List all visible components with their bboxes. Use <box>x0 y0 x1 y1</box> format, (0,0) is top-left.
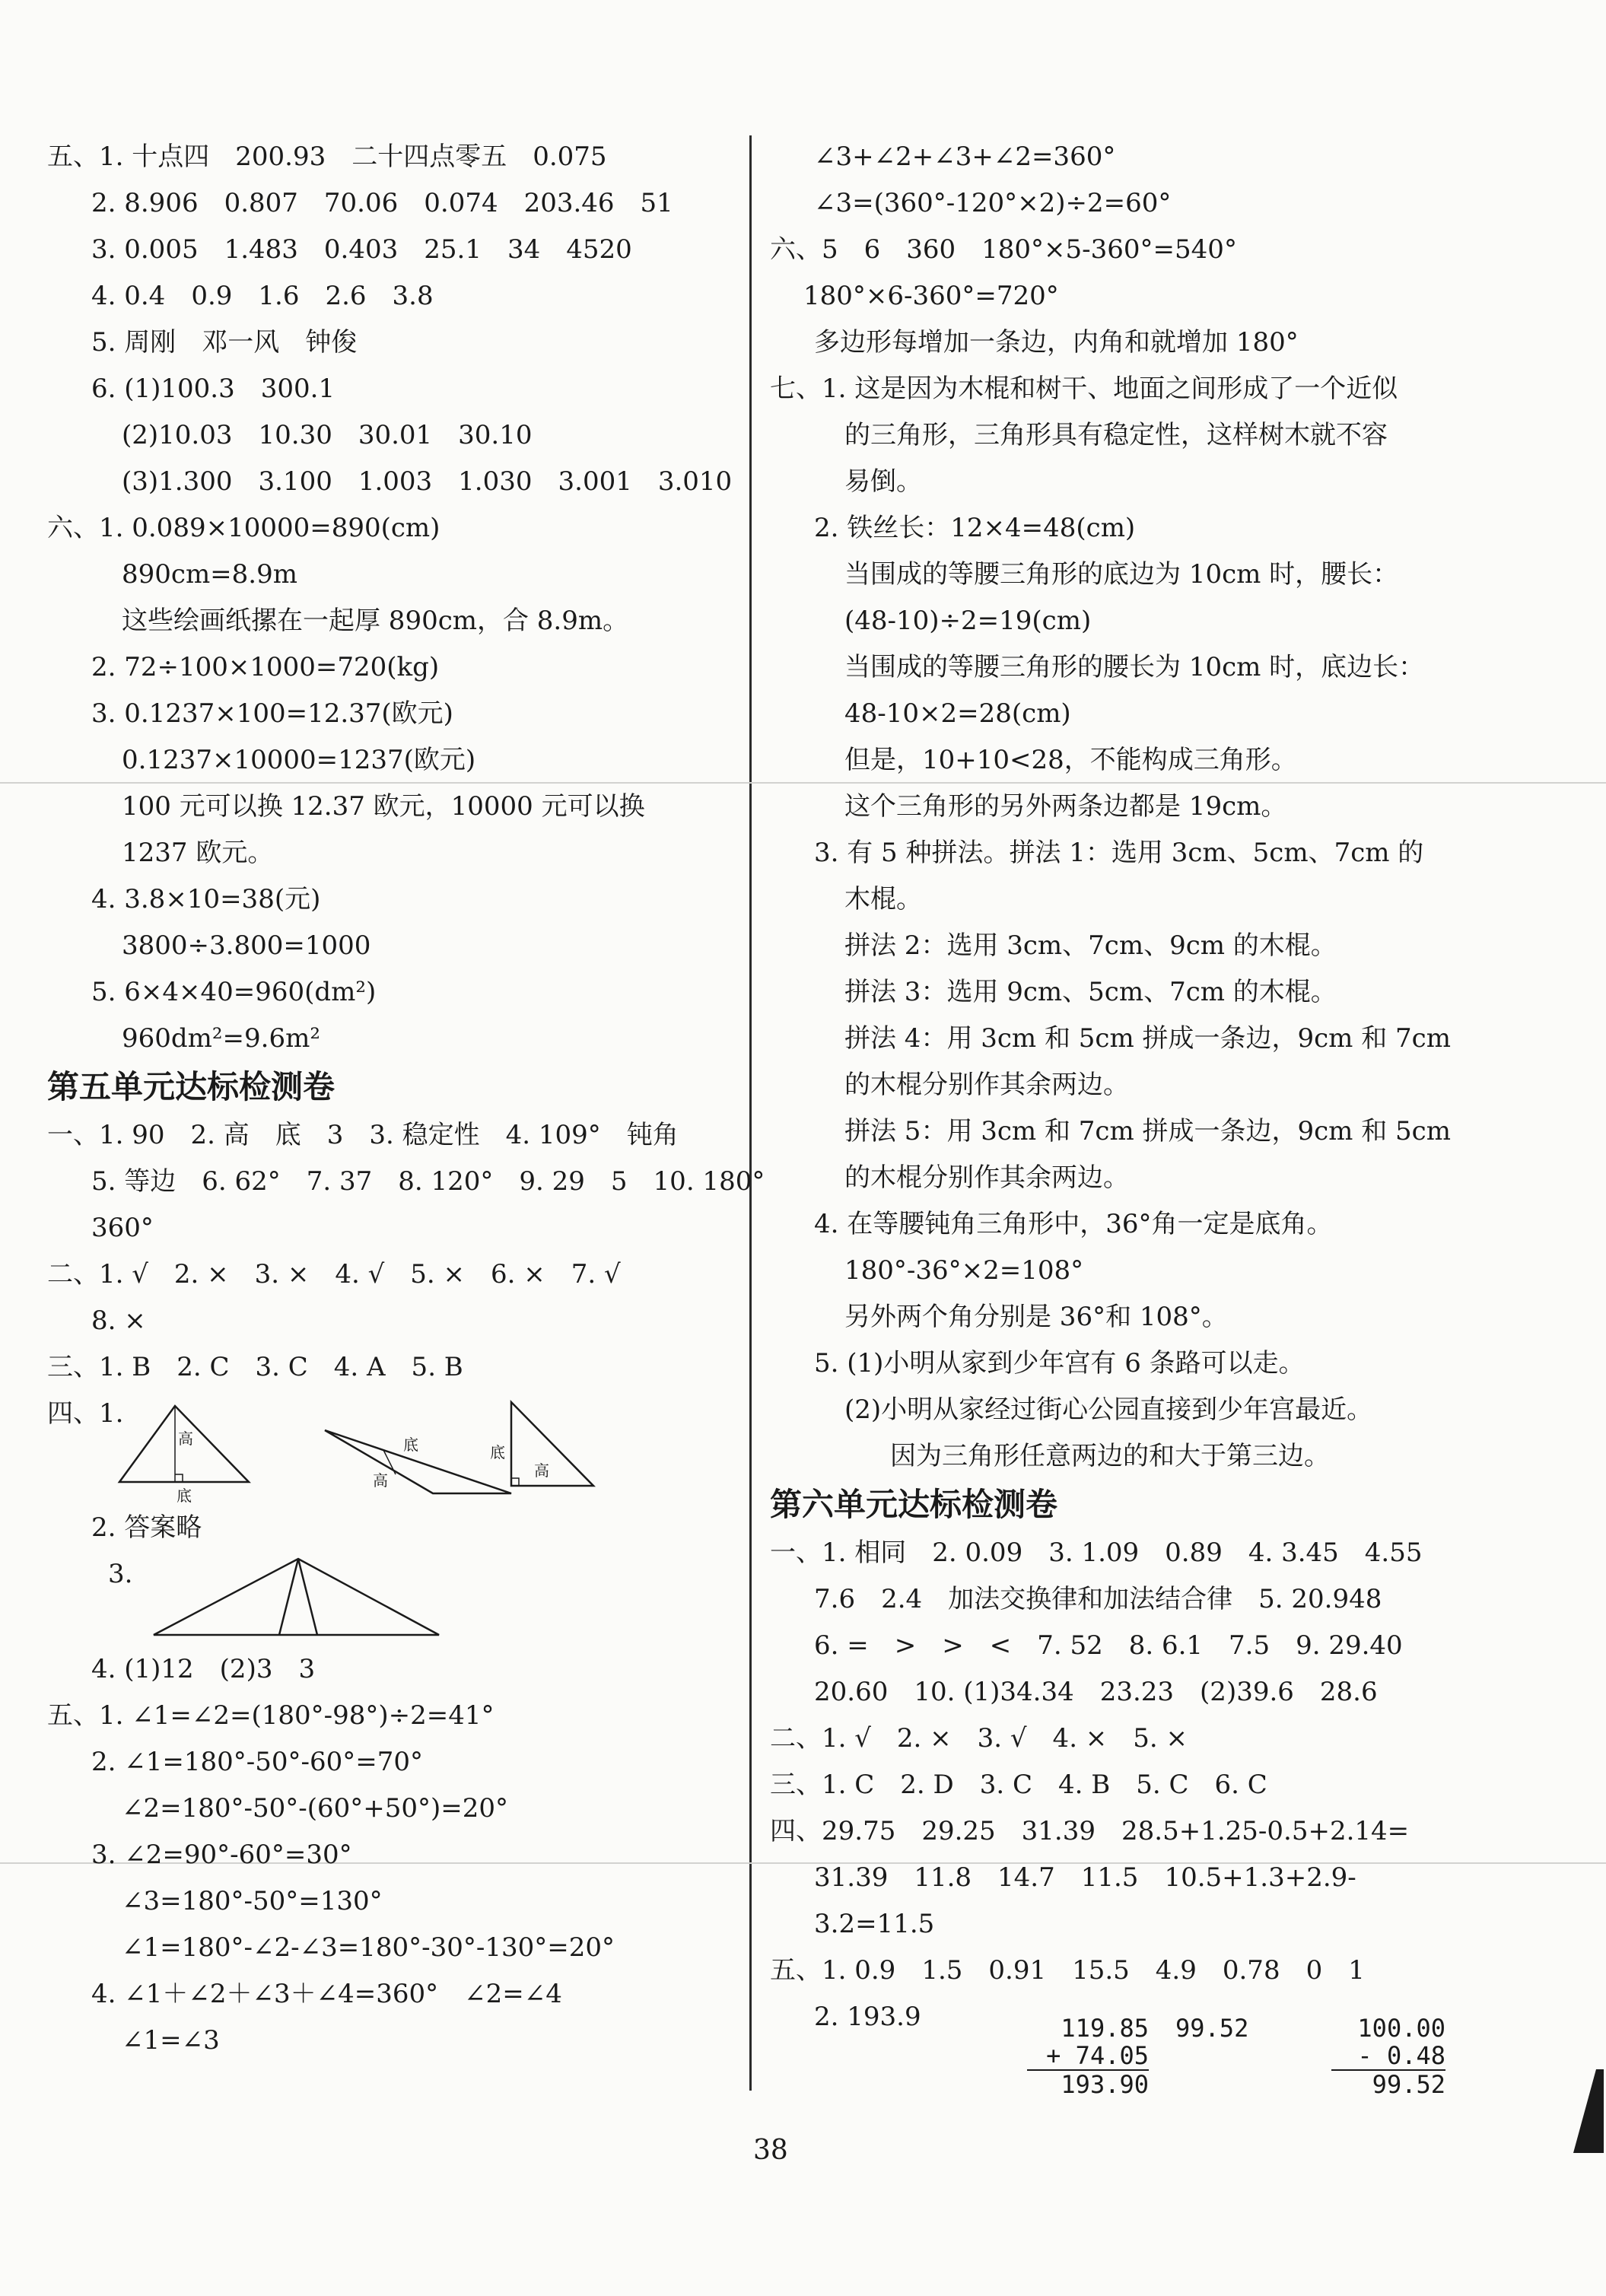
answer-line: 3. 0.005 1.483 0.403 25.1 34 4520 <box>91 234 632 265</box>
answer-line: 木棍。 <box>844 884 922 914</box>
answer-line: 六、1. 0.089×10000=890(cm) <box>47 513 440 543</box>
answer-line: 4. (1)12 (2)3 3 <box>91 1654 316 1684</box>
answer-line: 31.39 11.8 14.7 11.5 10.5+1.3+2.9- <box>814 1862 1356 1893</box>
answer-line: 2. 8.906 0.807 70.06 0.074 203.46 51 <box>91 188 673 218</box>
answer-line: 3. ∠2=90°-60°=30° <box>91 1840 352 1870</box>
answer-line: 4. ∠1＋∠2＋∠3＋∠4=360° ∠2=∠4 <box>91 1979 562 2009</box>
base-label: 底 <box>403 1436 418 1454</box>
answer-line: 二、1. √ 2. × 3. × 4. √ 5. × 6. × 7. √ <box>47 1259 621 1290</box>
answer-line: 五、1. 十点四 200.93 二十四点零五 0.075 <box>47 142 607 172</box>
subtrahend: - 0.48 <box>1331 2042 1445 2071</box>
answer-line: 六、5 6 360 180°×5-360°=540° <box>770 234 1237 265</box>
answer-line: 7.6 2.4 加法交换律和加法结合律 5. 20.948 <box>814 1584 1382 1614</box>
answer-line: 一、1. 90 2. 高 底 3 3. 稳定性 4. 109° 钝角 <box>47 1120 679 1150</box>
answer-line: 4. 3.8×10=38(元) <box>91 884 321 914</box>
column-divider <box>749 135 752 2091</box>
answer-line: ∠1=180°-∠2-∠3=180°-30°-130°=20° <box>122 1932 615 1963</box>
answer-line: 5. 等边 6. 62° 7. 37 8. 120° 9. 29 5 10. 180° <box>91 1166 765 1197</box>
answer-line: (48-10)÷2=19(cm) <box>844 606 1092 636</box>
vertical-subtraction <box>1331 2015 1445 2098</box>
answer-line: (2)10.03 10.30 30.01 30.10 <box>122 420 533 450</box>
answer-line: 七、1. 这是因为木棍和树干、地面之间形成了一个近似 <box>770 374 1398 404</box>
answer-line: 四、29.75 29.25 31.39 28.5+1.25-0.5+2.14= <box>770 1816 1410 1846</box>
answer-line: 3.2=11.5 <box>814 1909 935 1939</box>
right-column <box>770 134 1561 2043</box>
answer-line: 48-10×2=28(cm) <box>844 698 1071 729</box>
answer-line: 易倒。 <box>844 466 922 497</box>
answer-line: 三、1. B 2. C 3. C 4. A 5. B <box>47 1352 463 1382</box>
answer-line: 6. = > > < 7. 52 8. 6.1 7.5 9. 29.40 <box>814 1630 1403 1661</box>
answer-line: 2. 72÷100×1000=720(kg) <box>91 652 440 682</box>
answer-line: 4. 0.4 0.9 1.6 2.6 3.8 <box>91 281 434 311</box>
answer-line: 3. 0.1237×100=12.37(欧元) <box>91 698 453 729</box>
answer-line: ∠3=(360°-120°×2)÷2=60° <box>814 188 1172 218</box>
answer-line: 2. 193.9 <box>814 2002 921 2032</box>
triangle-figure-3 <box>47 1551 736 1646</box>
answer-line: 五、1. ∠1=∠2=(180°-98°)÷2=41° <box>47 1700 495 1731</box>
triangle-heights-figure <box>47 1391 732 1505</box>
addend: 119.85 <box>1061 2014 1149 2043</box>
answer-line: ∠3=180°-50°=130° <box>122 1886 383 1916</box>
calc-result: 99.52 <box>1175 2014 1249 2043</box>
answer-line: 2. 答案略 <box>91 1512 202 1543</box>
answer-line: ∠3+∠2+∠3+∠2=360° <box>814 142 1116 172</box>
answer-line: 的三角形，三角形具有稳定性，这样树木就不容 <box>844 420 1388 450</box>
answer-line: 这个三角形的另外两条边都是 19cm。 <box>844 791 1287 822</box>
answer-line: 拼法 2：选用 3cm、7cm、9cm 的木棍。 <box>844 930 1337 961</box>
answer-line: 180°-36°×2=108° <box>844 1255 1084 1286</box>
answer-line: 的木棍分别作其余两边。 <box>844 1070 1129 1100</box>
answer-line: 8. × <box>91 1305 146 1336</box>
answer-line: 0.1237×10000=1237(欧元) <box>122 745 476 775</box>
answer-line: 四、1. <box>47 1398 124 1429</box>
answer-line: (2)小明从家经过街心公园直接到少年宫最近。 <box>844 1394 1373 1425</box>
answer-line: 二、1. √ 2. × 3. √ 4. × 5. × <box>770 1723 1188 1754</box>
page-corner-mark <box>1573 2069 1604 2153</box>
base-label: 底 <box>490 1443 505 1461</box>
base-label: 底 <box>177 1487 192 1505</box>
addend: + 74.05 <box>1027 2042 1149 2071</box>
vertical-addition <box>1027 2015 1149 2098</box>
answer-line: 4. 在等腰钝角三角形中，36°角一定是底角。 <box>814 1209 1333 1239</box>
answer-line: 3. 有 5 种拼法。拼法 1：选用 3cm、5cm、7cm 的 <box>814 838 1424 868</box>
difference: 99.52 <box>1372 2070 1445 2099</box>
answer-line: 拼法 3：选用 9cm、5cm、7cm 的木棍。 <box>844 977 1337 1007</box>
answer-line: 另外两个角分别是 36°和 108°。 <box>844 1302 1228 1332</box>
answer-line: 2. 铁丝长：12×4=48(cm) <box>814 513 1136 543</box>
answer-line: 3. <box>108 1559 133 1589</box>
height-label: 高 <box>373 1471 388 1490</box>
answer-line: 三、1. C 2. D 3. C 4. B 5. C 6. C <box>770 1770 1267 1800</box>
triangle-figures <box>47 1391 736 1505</box>
section-title: 第六单元达标检测卷 <box>770 1486 1058 1523</box>
answer-line: 多边形每增加一条边，内角和就增加 180° <box>814 327 1299 358</box>
answer-line: 960dm²=9.6m² <box>122 1023 320 1054</box>
answer-line: 因为三角形任意两边的和大于第三边。 <box>890 1441 1330 1471</box>
answer-line: 拼法 5：用 3cm 和 7cm 拼成一条边，9cm 和 5cm <box>844 1116 1451 1146</box>
height-label: 高 <box>534 1461 549 1480</box>
answer-line: 3800÷3.800=1000 <box>122 930 371 961</box>
answer-line: 890cm=8.9m <box>122 559 297 590</box>
answer-line: 一、1. 相同 2. 0.09 3. 1.09 0.89 4. 3.45 4.55 <box>770 1538 1423 1568</box>
answer-line: 360° <box>91 1213 154 1243</box>
answer-line: 五、1. 0.9 1.5 0.91 15.5 4.9 0.78 0 1 <box>770 1955 1365 1986</box>
triangle-division-figure <box>47 1551 732 1646</box>
height-label: 高 <box>178 1429 193 1448</box>
answer-line: 1237 欧元。 <box>122 838 274 868</box>
answer-line: 拼法 4：用 3cm 和 5cm 拼成一条边，9cm 和 7cm <box>844 1023 1451 1054</box>
section-title: 第五单元达标检测卷 <box>47 1068 336 1105</box>
answer-line: 5. 周刚 邓一风 钟俊 <box>91 327 358 358</box>
answer-line: ∠2=180°-50°-(60°+50°)=20° <box>122 1793 509 1824</box>
answer-line: 5. (1)小明从家到少年宫有 6 条路可以走。 <box>814 1348 1305 1379</box>
answer-line: 20.60 10. (1)34.34 23.23 (2)39.6 28.6 <box>814 1677 1378 1707</box>
answer-line: 100 元可以换 12.37 欧元，10000 元可以换 <box>122 791 645 822</box>
page-number: 38 <box>753 2135 788 2166</box>
minuend: 100.00 <box>1357 2014 1445 2043</box>
answer-line: 的木棍分别作其余两边。 <box>844 1162 1129 1193</box>
answer-line: (3)1.300 3.100 1.003 1.030 3.001 3.010 <box>122 466 733 497</box>
answer-line: 当围成的等腰三角形的底边为 10cm 时，腰长： <box>844 559 1399 590</box>
answer-line: 6. (1)100.3 300.1 <box>91 374 336 404</box>
answer-line: 2. ∠1=180°-50°-60°=70° <box>91 1747 424 1777</box>
answer-line: 5. 6×4×40=960(dm²) <box>91 977 377 1007</box>
sum: 193.90 <box>1061 2070 1149 2099</box>
answer-line: 这些绘画纸摞在一起厚 890cm，合 8.9m。 <box>122 606 629 636</box>
answer-line: ∠1=∠3 <box>122 2025 220 2056</box>
answer-line: 当围成的等腰三角形的腰长为 10cm 时，底边长： <box>844 652 1425 682</box>
answer-line: 180°×6-360°=720° <box>803 281 1059 311</box>
answer-line: 但是，10+10<28，不能构成三角形。 <box>844 745 1297 775</box>
left-column <box>47 134 765 2064</box>
